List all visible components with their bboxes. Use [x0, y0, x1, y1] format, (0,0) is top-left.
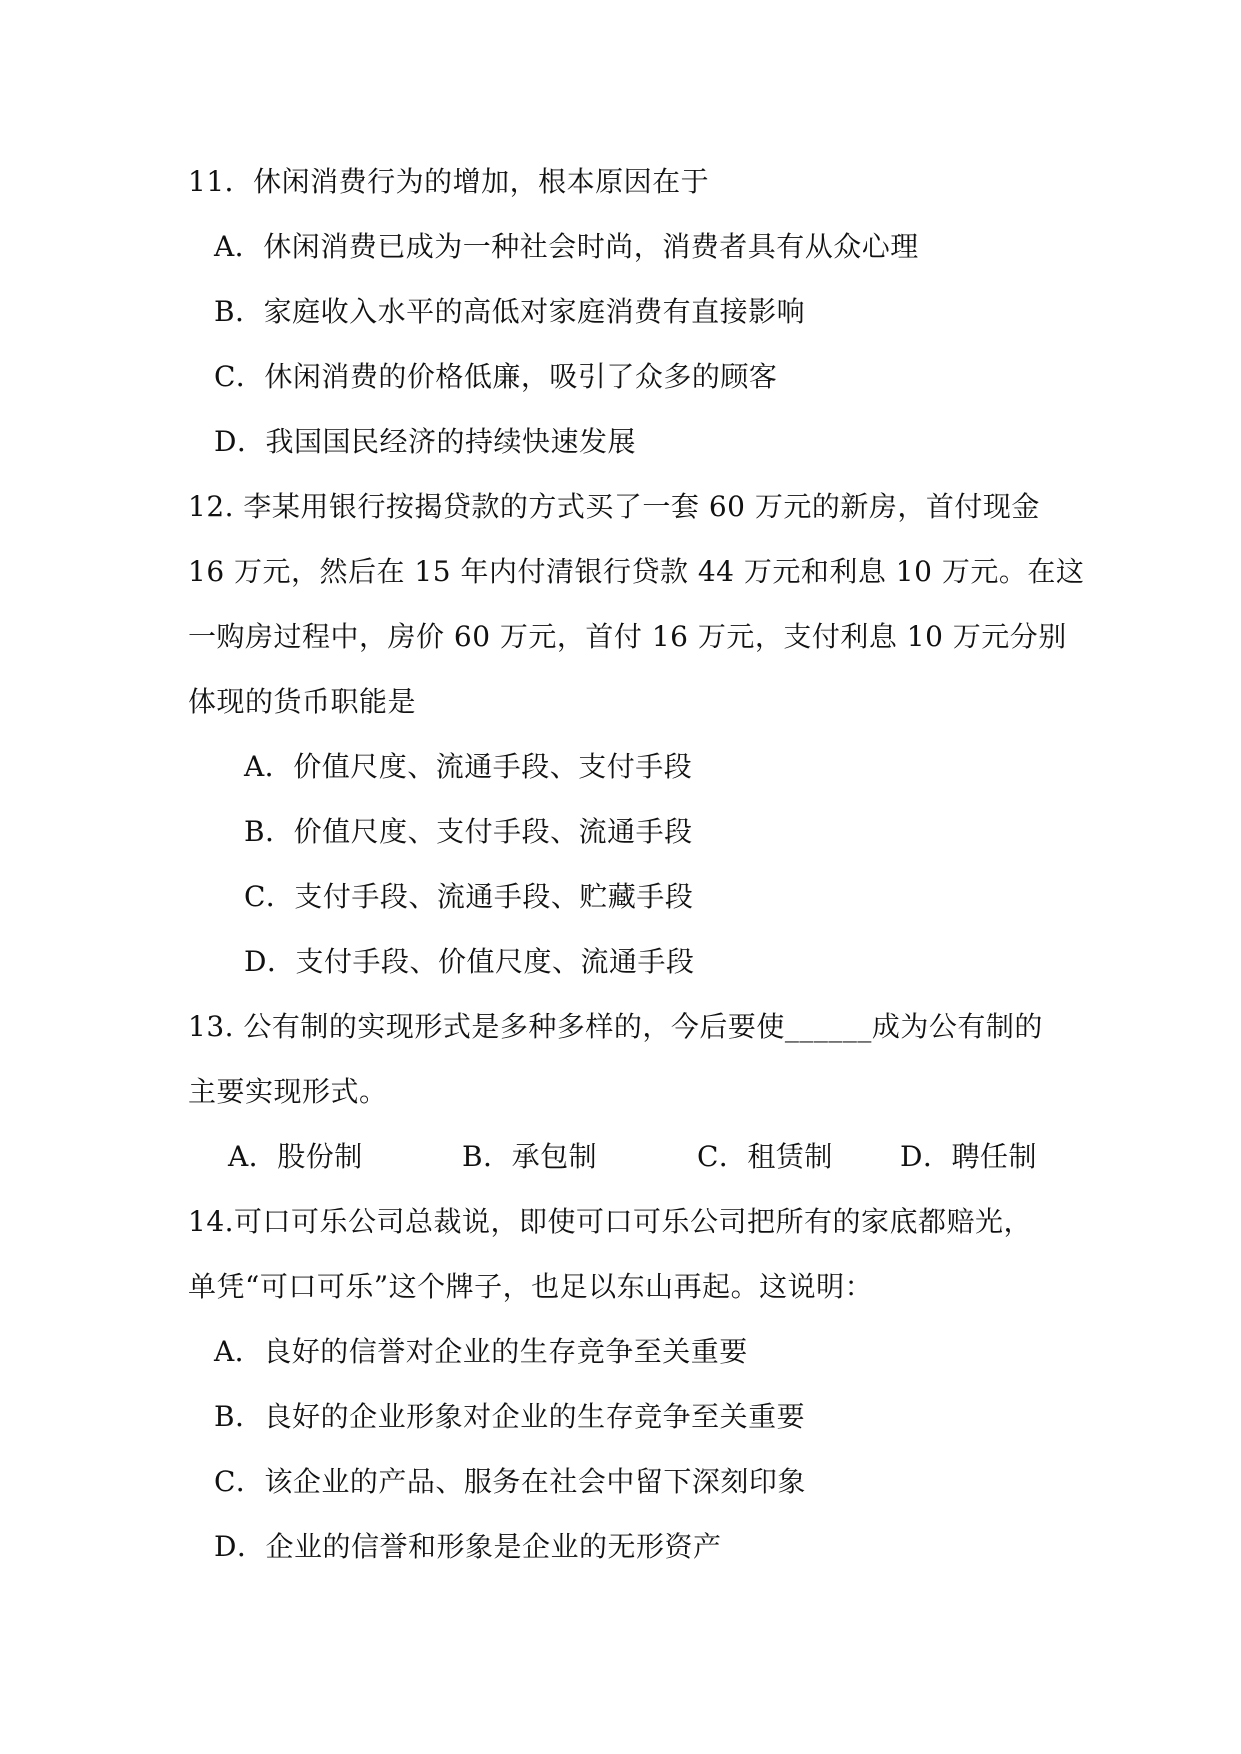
question-13-option-c: C．租赁制 — [697, 1140, 833, 1173]
question-12-option-c: C．支付手段、流通手段、贮藏手段 — [244, 880, 694, 913]
question-14-option-a: A．良好的信誉对企业的生存竞争至关重要 — [214, 1335, 748, 1368]
question-12-stem-line-3: 一购房过程中，房价 60 万元，首付 16 万元，支付利息 10 万元分别 — [188, 620, 1067, 653]
question-13-option-b: B．承包制 — [462, 1140, 598, 1173]
question-11-option-b: B．家庭收入水平的高低对家庭消费有直接影响 — [214, 295, 806, 328]
question-12-stem-line-4: 体现的货币职能是 — [188, 685, 417, 718]
question-12-option-a: A．价值尺度、流通手段、支付手段 — [244, 750, 693, 783]
question-14-stem-line-1: 14.可口可乐公司总裁说，即使可口可乐公司把所有的家底都赔光， — [188, 1205, 1033, 1238]
question-12-option-d: D．支付手段、价值尺度、流通手段 — [244, 945, 695, 978]
question-14-option-b: B．良好的企业形象对企业的生存竞争至关重要 — [214, 1400, 806, 1433]
question-12-option-b: B．价值尺度、支付手段、流通手段 — [244, 815, 693, 848]
question-13-option-a: A．股份制 — [228, 1140, 363, 1173]
question-11-stem: 11．休闲消费行为的增加，根本原因在于 — [188, 165, 710, 198]
question-11-option-c: C．休闲消费的价格低廉，吸引了众多的顾客 — [214, 360, 778, 393]
question-11-option-d: D．我国国民经济的持续快速发展 — [214, 425, 636, 458]
question-14-option-d: D．企业的信誉和形象是企业的无形资产 — [214, 1530, 722, 1563]
question-13-stem-line-2: 主要实现形式。 — [188, 1075, 388, 1108]
question-12-stem-line-2: 16 万元，然后在 15 年内付清银行贷款 44 万元和利息 10 万元。在这 — [188, 555, 1085, 588]
question-12-stem-line-1: 12. 李某用银行按揭贷款的方式买了一套 60 万元的新房，首付现金 — [188, 490, 1040, 523]
question-13-option-d: D．聘任制 — [900, 1140, 1037, 1173]
question-14-option-c: C．该企业的产品、服务在社会中留下深刻印象 — [214, 1465, 806, 1498]
question-14-stem-line-2: 单凭“可口可乐”这个牌子，也足以东山再起。这说明： — [188, 1270, 874, 1303]
question-11-option-a: A．休闲消费已成为一种社会时尚，消费者具有从众心理 — [214, 230, 919, 263]
question-13-stem-line-1: 13. 公有制的实现形式是多种多样的，今后要使______成为公有制的 — [188, 1010, 1043, 1043]
